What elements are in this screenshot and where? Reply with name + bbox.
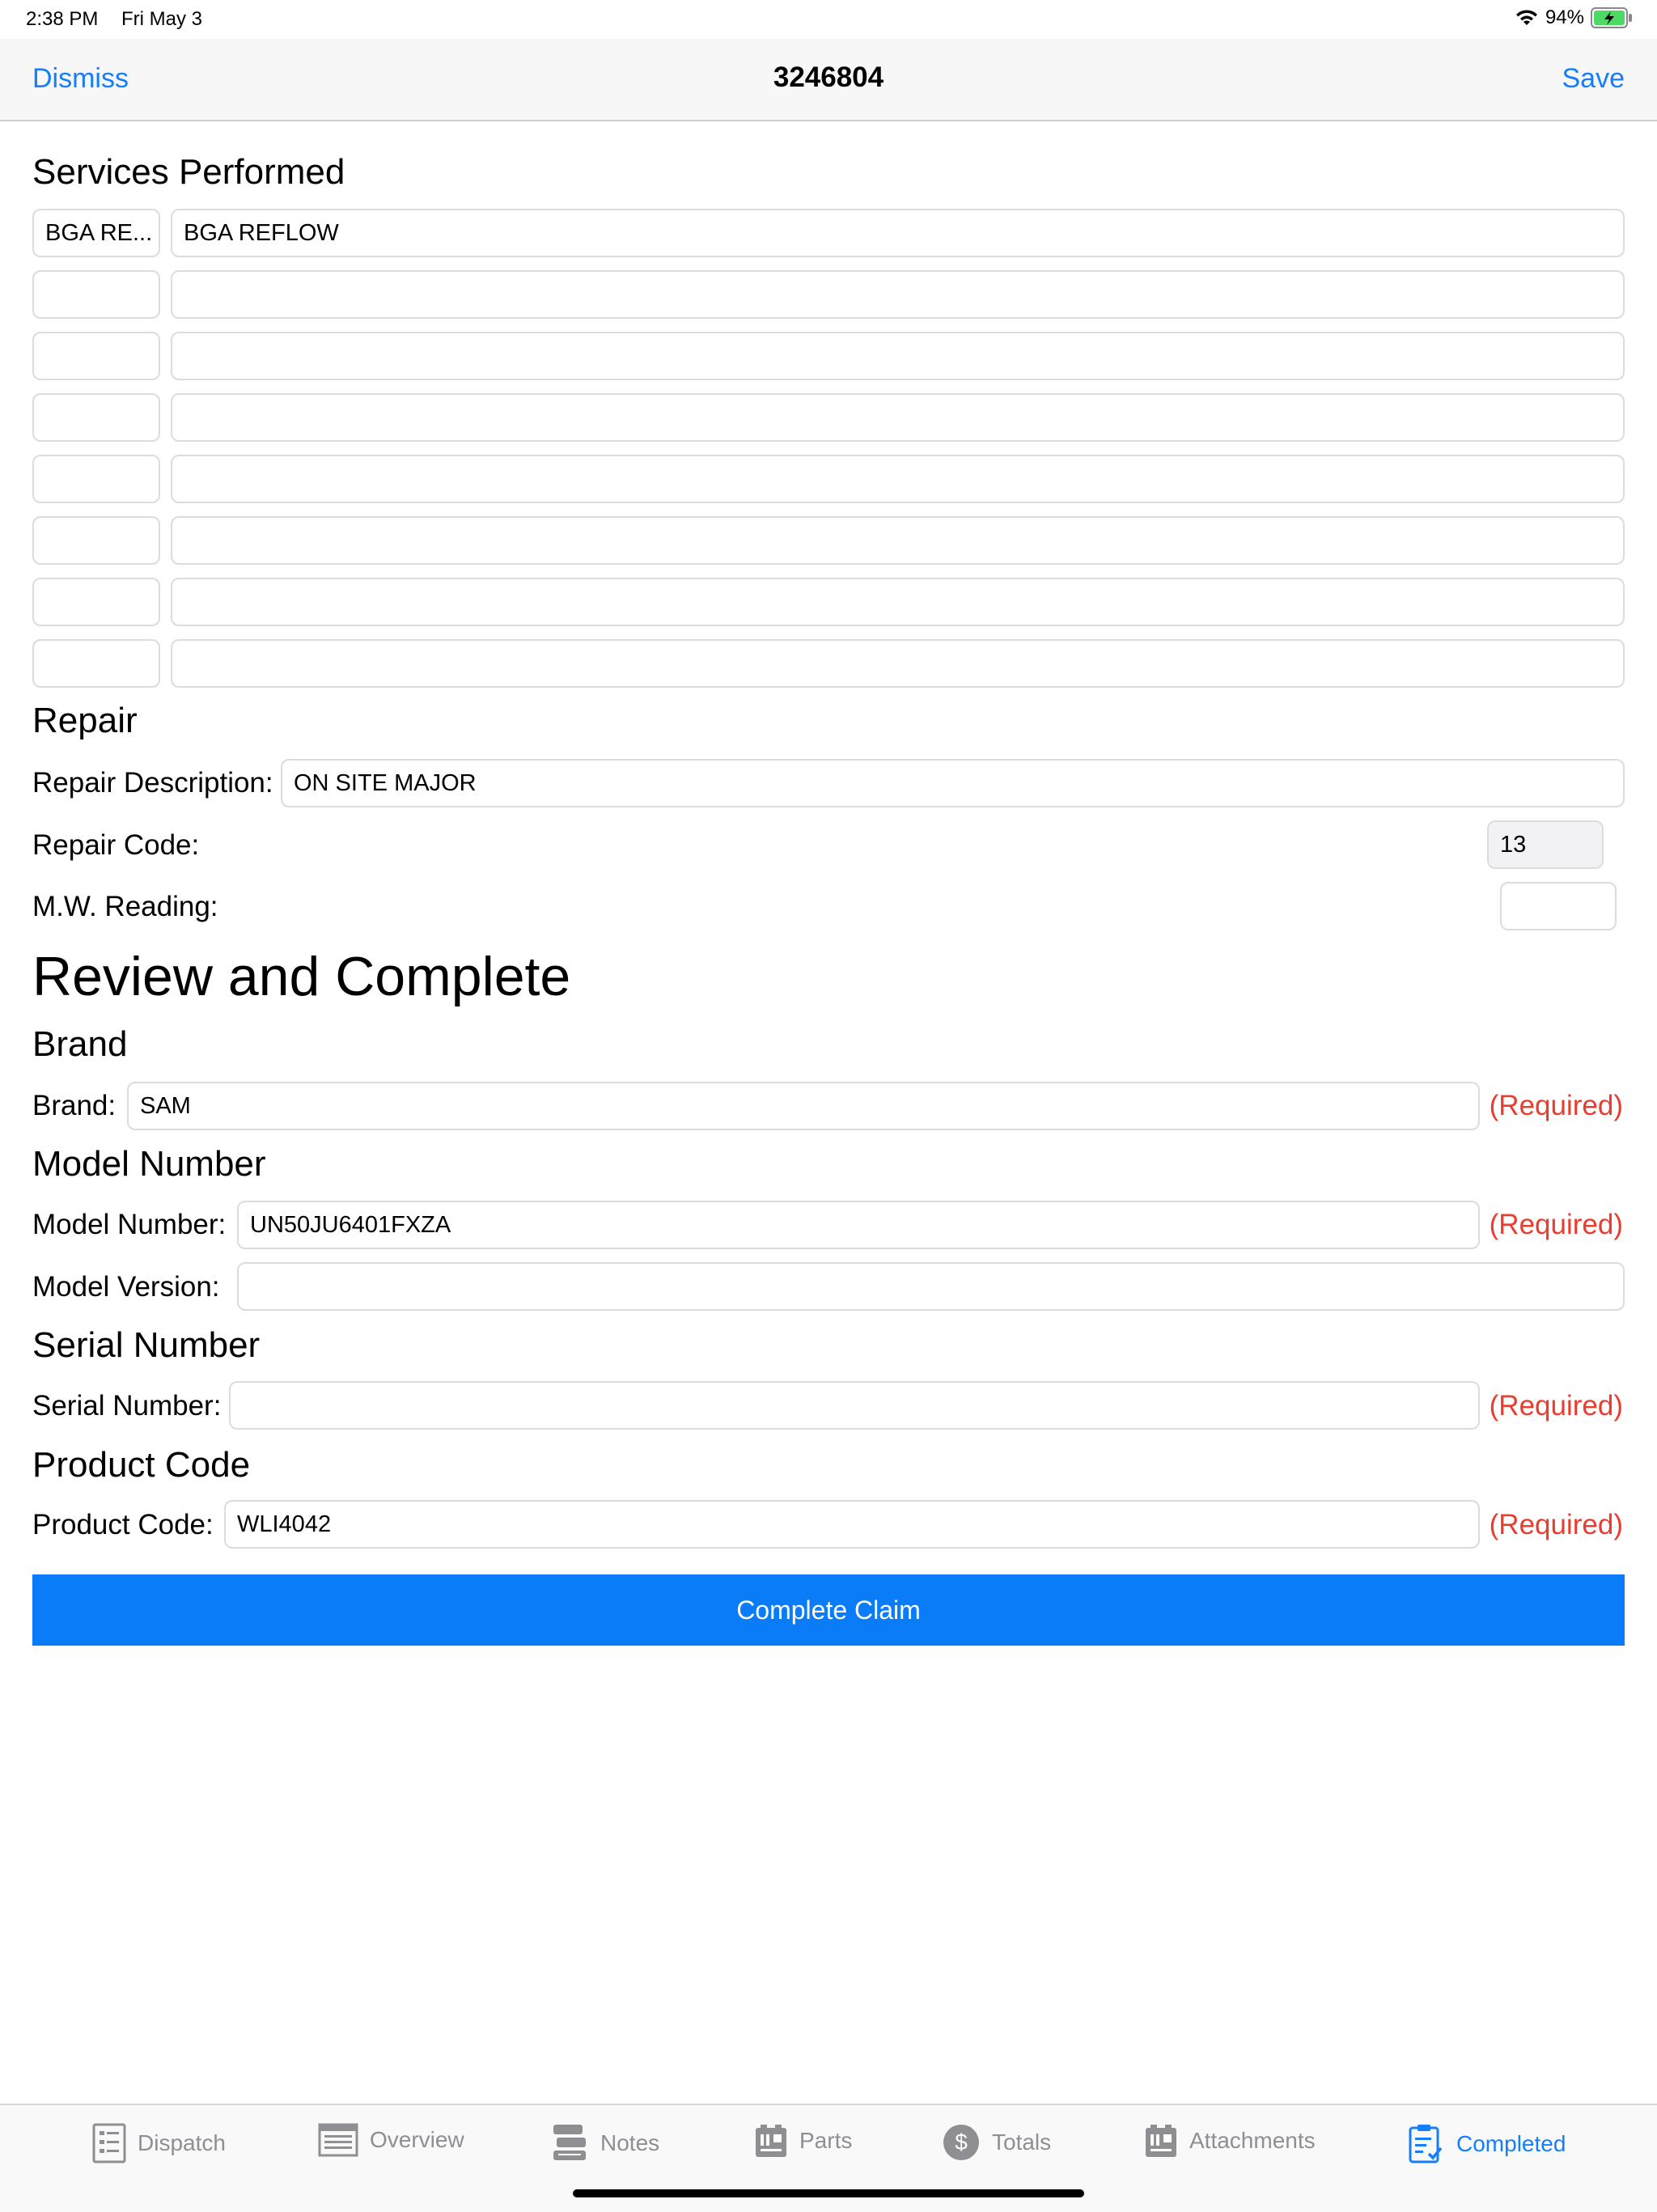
status-time: 2:38 PM <box>26 8 99 30</box>
tab-overview[interactable] <box>318 2123 464 2157</box>
product-code-required: (Required) <box>1489 1509 1623 1540</box>
model-heading: Model Number <box>32 1144 266 1184</box>
serial-number-required: (Required) <box>1489 1390 1623 1422</box>
repair-description-field[interactable]: ON SITE MAJOR <box>281 759 1625 807</box>
brand-heading: Brand <box>32 1024 128 1064</box>
save-button[interactable]: Save <box>1562 63 1625 94</box>
wifi-icon <box>1515 9 1539 27</box>
service-code-field-6[interactable] <box>32 516 160 565</box>
service-desc-field-3[interactable] <box>171 332 1625 380</box>
review-heading: Review and Complete <box>32 946 571 1007</box>
page-title: 3246804 <box>773 61 884 93</box>
tab-completed-label: Completed <box>1456 2131 1566 2156</box>
attachments-icon <box>1144 2123 1178 2159</box>
battery-charging-icon <box>1591 7 1633 28</box>
serial-number-field[interactable] <box>229 1381 1480 1430</box>
complete-claim-button[interactable]: Complete Claim <box>32 1574 1625 1646</box>
service-code-field-7[interactable] <box>32 578 160 626</box>
model-version-field[interactable] <box>237 1262 1625 1311</box>
model-version-label: Model Version: <box>32 1271 220 1303</box>
services-heading: Services Performed <box>32 152 345 192</box>
tab-completed[interactable] <box>1408 2123 1566 2165</box>
tab-parts[interactable] <box>754 2123 852 2159</box>
brand-label: Brand: <box>32 1090 117 1121</box>
model-number-label: Model Number: <box>32 1209 227 1240</box>
battery-percent: 94% <box>1545 6 1584 28</box>
brand-field[interactable]: SAM <box>127 1082 1480 1130</box>
model-number-field[interactable]: UN50JU6401FXZA <box>237 1201 1480 1249</box>
clipboard-check-icon <box>1408 2123 1445 2165</box>
parts-icon <box>754 2123 788 2159</box>
service-code-field-8[interactable] <box>32 639 160 688</box>
status-bar <box>0 0 1657 39</box>
notes-icon <box>550 2123 589 2163</box>
tab-totals[interactable] <box>942 2123 1051 2162</box>
service-desc-field-1[interactable]: BGA REFLOW <box>171 209 1625 257</box>
repair-code-field: 13 <box>1487 820 1604 869</box>
tab-parts-label: Parts <box>799 2128 853 2153</box>
service-desc-field-6[interactable] <box>171 516 1625 565</box>
repair-description-label: Repair Description: <box>32 767 273 799</box>
service-code-field-5[interactable] <box>32 455 160 503</box>
tab-overview-label: Overview <box>370 2127 464 2152</box>
status-right <box>1515 6 1633 29</box>
serial-heading: Serial Number <box>32 1325 261 1365</box>
brand-required: (Required) <box>1489 1090 1623 1121</box>
service-code-field-4[interactable] <box>32 393 160 442</box>
tab-totals-label: Totals <box>992 2129 1052 2155</box>
tab-attachments[interactable] <box>1144 2123 1316 2159</box>
service-desc-field-8[interactable] <box>171 639 1625 688</box>
mw-reading-label: M.W. Reading: <box>32 891 218 922</box>
navigation-bar <box>0 39 1657 121</box>
overview-icon <box>318 2123 358 2157</box>
service-code-field-1[interactable]: BGA RE... <box>32 209 160 257</box>
serial-number-label: Serial Number: <box>32 1390 222 1422</box>
svg-text:$: $ <box>955 2129 968 2155</box>
product-code-field[interactable]: WLI4042 <box>224 1500 1480 1549</box>
product-code-heading: Product Code <box>32 1445 251 1485</box>
service-desc-field-7[interactable] <box>171 578 1625 626</box>
status-date: Fri May 3 <box>121 8 203 30</box>
mw-reading-field[interactable] <box>1500 882 1617 930</box>
home-indicator <box>573 2189 1084 2197</box>
dismiss-button[interactable]: Dismiss <box>32 63 129 94</box>
service-desc-field-4[interactable] <box>171 393 1625 442</box>
product-code-label: Product Code: <box>32 1509 214 1540</box>
tab-dispatch-label: Dispatch <box>138 2130 226 2155</box>
model-number-required: (Required) <box>1489 1209 1623 1240</box>
dispatch-icon <box>92 2123 126 2163</box>
tab-attachments-label: Attachments <box>1189 2128 1316 2153</box>
tab-notes[interactable] <box>550 2123 659 2163</box>
service-code-field-3[interactable] <box>32 332 160 380</box>
tab-dispatch[interactable] <box>92 2123 226 2163</box>
service-code-field-2[interactable] <box>32 270 160 319</box>
tab-notes-label: Notes <box>600 2130 660 2155</box>
dollar-icon <box>942 2123 981 2162</box>
service-desc-field-2[interactable] <box>171 270 1625 319</box>
repair-code-label: Repair Code: <box>32 829 200 861</box>
service-desc-field-5[interactable] <box>171 455 1625 503</box>
repair-heading: Repair <box>32 701 138 740</box>
